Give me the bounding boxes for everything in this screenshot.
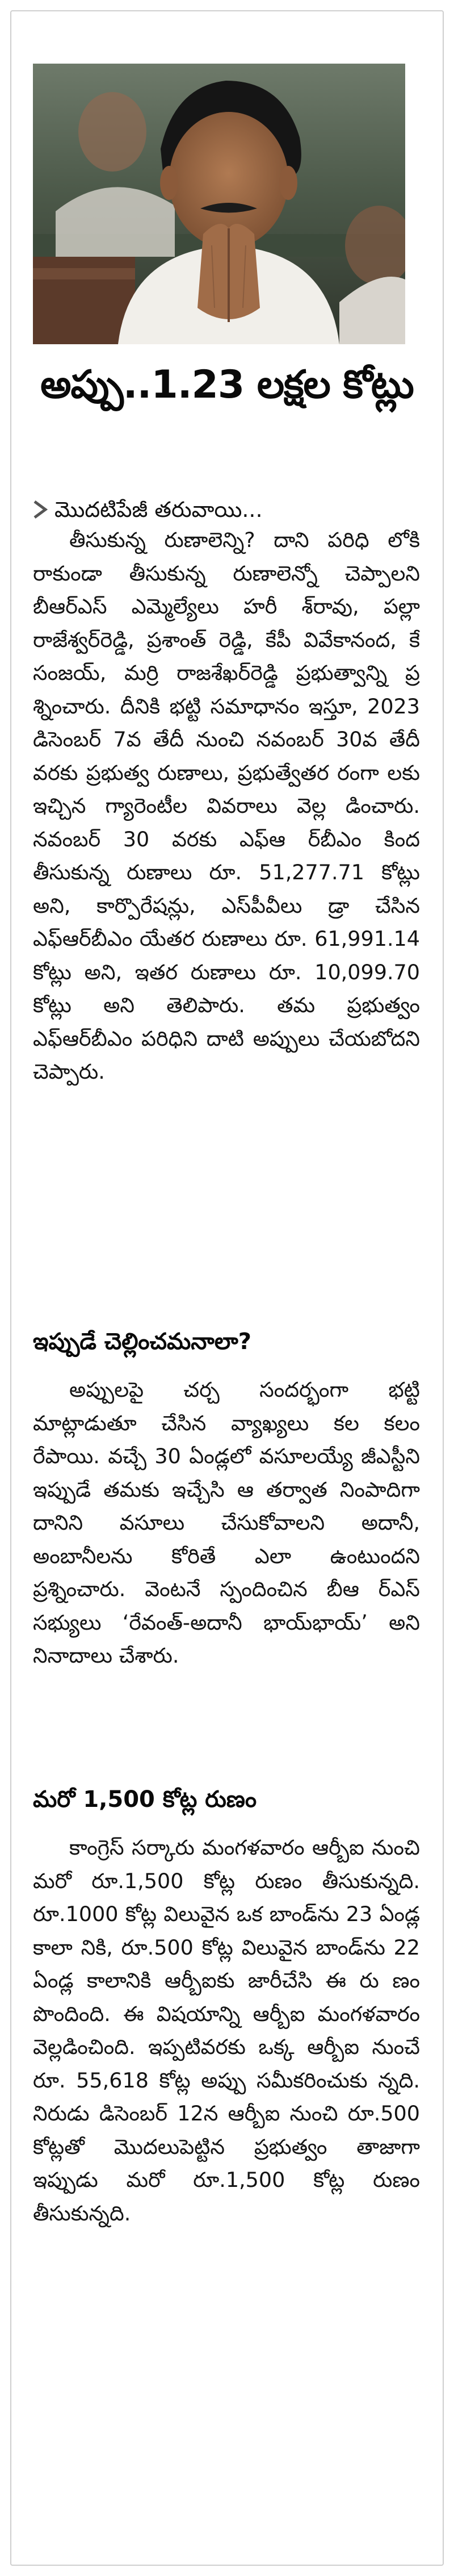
news-photo [33,64,405,344]
subhead-text: మొదటిపేజీ తరువాయి... [54,497,263,522]
chevron-right-icon [33,500,48,519]
paragraph-2: అప్పులపై చర్చ సందర్భంగా భట్టి మాట్లాడుతూ చేసిన వ్యాఖ్యలు కల కలం రేపాయి. వచ్చే 30 ఏండ్లలో వసూలయ్యే జీఎస్టీని ఇప్పుడే తమకు ఇచ్చేసి ఆ తర్వాత నింపాదిగా దానిని వసూలు చేసుకోవాలని అదానీ, అంబానీలను కోరితే ఎలా ఉంటుందని ప్రశ్నించారు. వెంటనే స్పందించిన బీఆ ర్ఎస్ సభ్యులు ‘రేవంత్-అదానీ భాయ్‌భాయ్’ అని నినాదాలు చేశారు. [33,1377,420,1668]
paragraph-1: తీసుకున్న రుణాలెన్ని? దాని పరిధి లోకి రాకుండా తీసుకున్న రుణాలెన్నో చెప్పాలని బీఆర్ఎస్ ఎమ్మెల్యేలు హరీ శ్‌రావు, పల్లా రాజేశ్వర్‌రెడ్డి, ప్రశాంత్ రెడ్డి, కేపీ వివేకానంద, కే సంజయ్, మర్రి రాజశేఖర్‌రెడ్డి ప్రభుత్వాన్ని ప్ర శ్నించారు. దీనికి భట్టి సమాధానం ఇస్తూ, 2023 డిసెంబర్ 7వ తేదీ నుంచి నవంబర్ 30వ తేదీ వరకు ప్రభుత్వ రుణాలు, ప్రభుత్వేతర రంగా లకు ఇచ్చిన గ్యారెంటీల వివరాలు వెల్ల డించారు. నవంబర్ 30 వరకు ఎఫ్ఆ ర్‌బీఎం కింద తీసుకున్న రుణాలు రూ. 51,277.71 కోట్లు అని, కార్పొరేషన్లు, ఎస్‌పీవీలు డ్రా చేసిన ఎఫ్ఆర్‌బీఎం యేతర రుణాలు రూ. 61,991.14 కోట్లు అని, ఇతర రుణాలు రూ. 10,099.70 కోట్లు అని తెలిపారు. తమ ప్రభుత్వం ఎఫ్ఆర్‌బీఎం పరిధిని దాటి అప్పులు చేయబోదని చెప్పారు. [33,528,420,1084]
section-heading-pay-now: ఇప్పుడే చెల్లించమనాలా? [33,1329,251,1355]
politician-greeting-photo [33,64,405,344]
section-heading-another-loan: మరో 1,500 కోట్ల రుణం [33,1786,257,1813]
subhead [33,493,419,526]
paragraph-3: కాంగ్రెస్ సర్కారు మంగళవారం ఆర్బీఐ నుంచి మరో రూ.1,500 కోట్ల రుణం తీసుకున్నది. రూ.1000 కోట్ల విలువైన ఒక బాండ్‌ను 23 ఏండ్ల కాలా నికి, రూ.500 కోట్ల విలువైన బాండ్‌ను 22 ఏండ్ల కాలానికి ఆర్బీఐకు జారీచేసి ఈ రు ణం పొందింది. ఈ విషయాన్ని ఆర్బీఐ మంగళవారం వెల్లడించింది. ఇప్పటివరకు ఒక్క ఆర్బీఐ నుంచే రూ. 55,618 కోట్ల అప్పు సమీకరించుకు న్నది. నిరుడు డిసెంబర్ 12న ఆర్బీఐ నుంచి రూ.500 కోట్లతో మొదలుపెట్టిన ప్రభుత్వం తాజాగా ఇప్పుడు మరో రూ.1,500 కోట్ల రుణం తీసుకున్నది. [33,1835,420,2226]
headline: అప్పు..1.23 లక్షల కోట్లు [40,362,414,407]
